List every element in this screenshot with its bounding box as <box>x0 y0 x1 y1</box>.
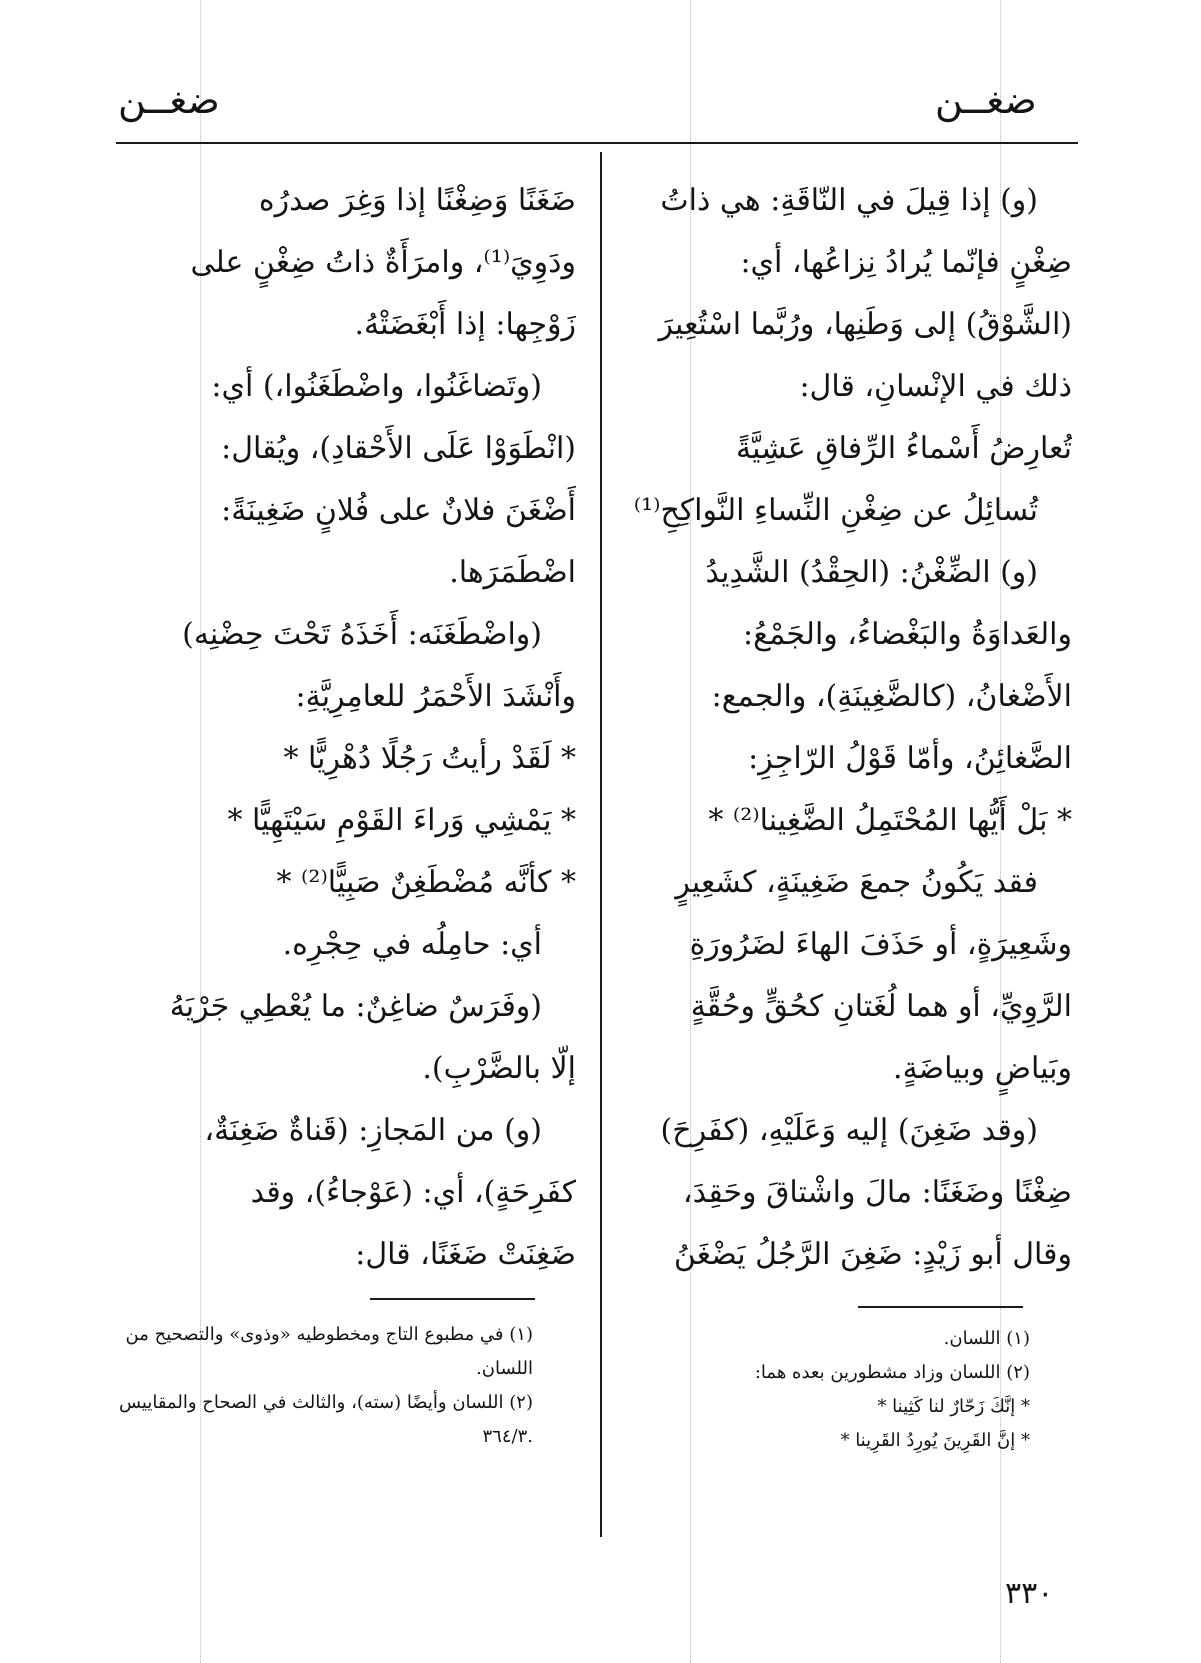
text-line: ضِغْنًا وضَغَنًا: مالَ واشْتاقَ وحَقِدَ، <box>682 1175 1072 1210</box>
footnote-rule-left <box>370 1298 535 1300</box>
text-line: وشَعِيرَةٍ، أو حَذَفَ الهاءَ لضَرُورَةِ <box>689 927 1072 962</box>
footnotes-left <box>118 1318 533 1454</box>
text-line: (و) الضِّغْنُ: (الحِقْدُ) الشَّدِيدُ <box>705 555 1038 590</box>
text-line: (وفَرَسٌ ضاغِنٌ: ما يُعْطِي جَرْيَهُ <box>169 989 542 1024</box>
verse-line: * بَلْ أَيُّها المُحْتَمِلُ الضَّغِينا⁽²⁾ * <box>708 803 1072 838</box>
verse-line: * كأنَّه مُضْطَغِنٌ صَبِيًّا⁽²⁾ * <box>276 865 576 900</box>
text-line: وبَياضٍ وبياضَةٍ. <box>893 1051 1072 1086</box>
text-line: (وقد ضَغِنَ) إليه وَعَلَيْهِ، (كفَرِحَ) <box>660 1113 1038 1148</box>
footnote-line: (٢) اللسان وأيضًا (سته)، والثالث في الصحاح والمقاييس <box>118 1392 533 1413</box>
text-line: الرَّوِيِّ، أو هما لُغَتانِ كحُقٍّ وحُقَّةٍ <box>690 989 1072 1024</box>
right-text-column <box>620 170 1072 1286</box>
text-line: فقد يَكُونُ جمعَ ضَغِينَةٍ، كشَعِيرٍ <box>675 865 1038 900</box>
running-header-right: ضغــن <box>935 78 1037 122</box>
verse-line: * يَمْشِي وَراءَ القَوْمِ سَيْتَهِيًّا * <box>227 803 576 838</box>
text-line: (و) إذا قِيلَ في النّاقَةِ: هي ذاتُ <box>660 183 1038 218</box>
text-line: ضِغْنٍ فإنّما يُرادُ نِزاعُها، أي: <box>740 245 1072 280</box>
text-line: وقال أبو زَيْدٍ: ضَغِنَ الرَّجُلُ يَضْغَنُ <box>673 1237 1072 1272</box>
text-line: زَوْجِها: إذا أَبْغَضَتْهُ. <box>354 307 576 342</box>
text-line: (انْطَوَوْا عَلَى الأَحْقادِ)، ويُقال: <box>221 431 576 466</box>
left-text-column <box>124 170 576 1286</box>
footnotes-right <box>575 1322 1030 1458</box>
verse-line: تُعارِضُ أَسْماءُ الرِّفاقِ عَشِيَّةً <box>736 431 1072 466</box>
text-line: أي: حامِلُه في حِجْرِه. <box>282 927 542 962</box>
text-line: والعَداوَةُ والبَغْضاءُ، والجَمْعُ: <box>743 617 1072 652</box>
text-line: (الشَّوْقُ) إلى وَطَنِها، ورُبَّما اسْتُعِيرَ <box>658 307 1072 342</box>
footnote-line: .٣٦٤/٣ <box>482 1426 533 1447</box>
text-line: (واضْطَغَنَه: أَخَذَهُ تَحْتَ حِضْنِه) <box>182 617 542 652</box>
footnote-line: اللسان. <box>476 1358 533 1379</box>
text-line: ذلك في الإنْسانِ، قال: <box>799 369 1072 404</box>
footnote-line: * إنَّكَ زَحّارٌ لنا كَثِينا * <box>877 1396 1030 1417</box>
verse-line: * لَقَدْ رأيتُ رَجُلًا دُهْرِيًّا * <box>283 741 576 776</box>
text-line: اضْطَمَرَها. <box>449 555 576 590</box>
text-line: ودَوِيَ⁽¹⁾، وامرَأَةٌ ذاتُ ضِغْنٍ على <box>190 245 576 280</box>
running-header-left: ضغــن <box>118 78 220 122</box>
text-line: ضَغِنَتْ ضَغَنًا، قال: <box>355 1237 576 1272</box>
header-rule <box>116 142 1078 144</box>
text-line: الأَضْغانُ، (كالضَّغِينَةِ)، والجمع: <box>711 679 1072 714</box>
text-line: كفَرِحَةٍ)، أي: (عَوْجاءُ)، وقد <box>250 1175 576 1210</box>
footnote-rule-right <box>858 1306 1023 1308</box>
text-line: الضَّغائِنُ، وأمّا قَوْلُ الرّاجِزِ: <box>748 741 1072 776</box>
text-line: إلّا بالضَّرْبِ). <box>422 1051 576 1086</box>
text-line: (وتَضاغَنُوا، واضْطَغَنُوا،) أي: <box>211 369 542 404</box>
footnote-line: (٢) اللسان وزاد مشطورين بعده هما: <box>754 1362 1030 1383</box>
text-line: تُسائِلُ عن ضِغْنِ النِّساءِ النَّواكِحِ⁽¹⁾ <box>633 493 1038 528</box>
footnote-line: (١) في مطبوع التاج ومخطوطيه «وذوى» والتصحيح من <box>125 1324 533 1345</box>
text-line: ضَغَنًا وَضِغْنًا إذا وَغِرَ صدرُه <box>258 183 576 218</box>
footnote-line: (١) اللسان. <box>943 1328 1030 1349</box>
text-line: وأَنْشَدَ الأَحْمَرُ للعامِرِيَّةِ: <box>295 679 576 714</box>
page-number: ٣٣٠ <box>1005 1576 1054 1611</box>
text-line: (و) من المَجازِ: (قَناةٌ ضَغِنَةٌ، <box>204 1113 542 1148</box>
text-line: أَضْغَنَ فلانٌ على فُلانٍ ضَغِينَةً: <box>221 493 576 528</box>
footnote-line: * إنَّ القَرِينَ يُورِدُ القَرِينا * <box>840 1430 1030 1451</box>
